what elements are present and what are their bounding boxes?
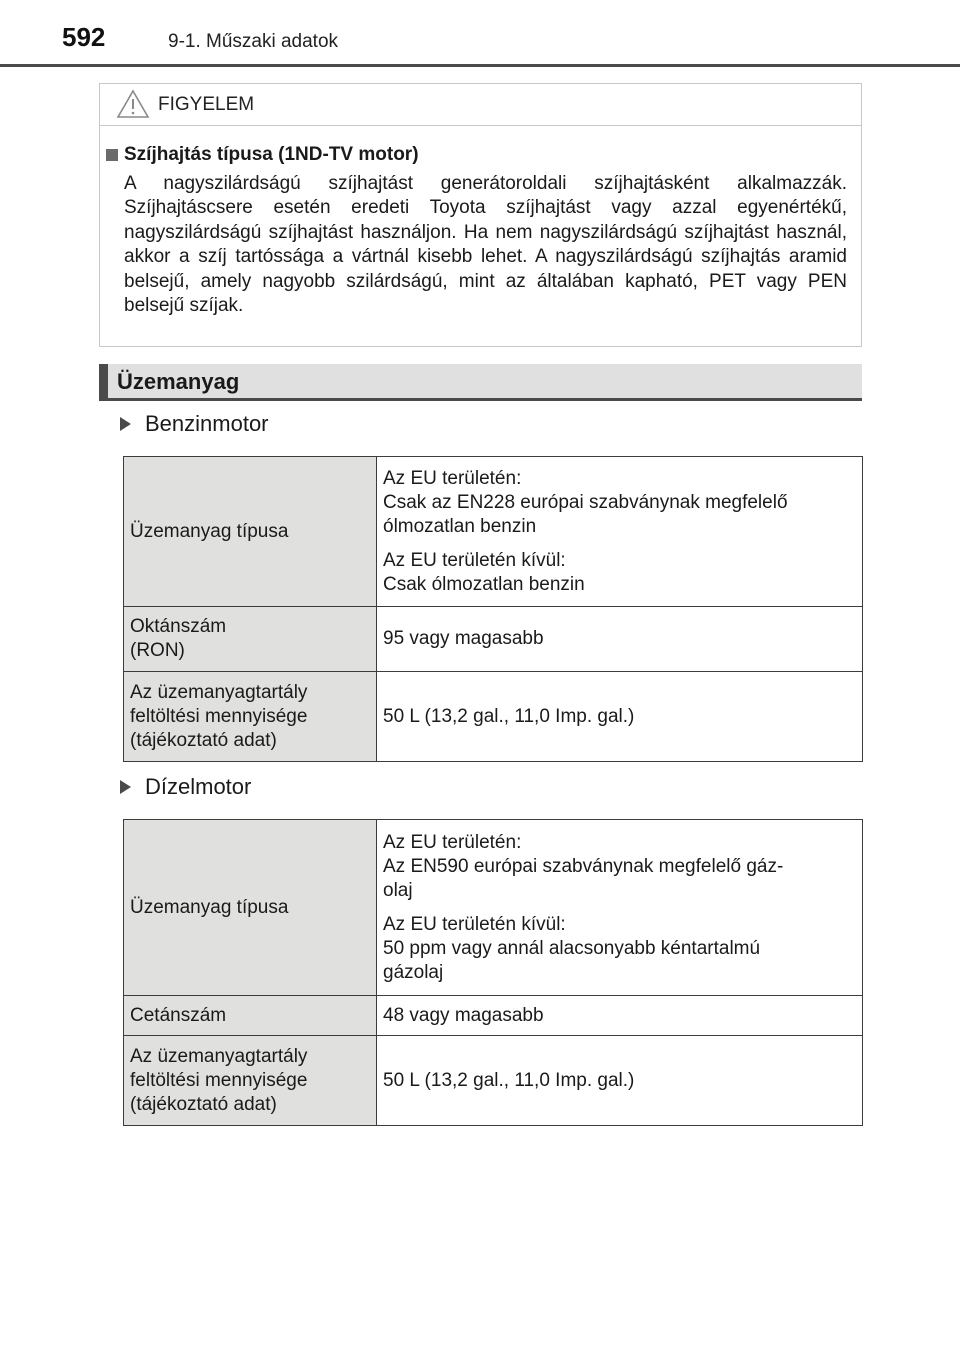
warning-subheading-text: Szíjhajtás típusa (1ND-TV motor) bbox=[124, 144, 419, 165]
eu-line: ólmozatlan benzin bbox=[383, 515, 537, 537]
tank-key-line: feltöltési mennyisége bbox=[130, 705, 308, 727]
eu-heading: Az EU területén: bbox=[383, 467, 522, 489]
non-eu-line: gázolaj bbox=[383, 961, 444, 983]
diesel-spec-table bbox=[123, 819, 863, 1126]
band-accent-bar bbox=[99, 364, 108, 398]
page-header bbox=[0, 0, 960, 68]
warning-subheading bbox=[106, 144, 419, 166]
section-band bbox=[99, 364, 862, 401]
non-eu-heading: Az EU területén kívül: bbox=[383, 549, 566, 571]
warning-header bbox=[100, 84, 861, 126]
triangle-bullet-icon bbox=[120, 417, 131, 431]
gasoline-spec-table bbox=[123, 456, 863, 762]
tank-key-line: feltöltési mennyisége bbox=[130, 1069, 308, 1091]
tank-key-line: (tájékoztató adat) bbox=[130, 729, 277, 751]
square-bullet-icon bbox=[106, 149, 118, 161]
octane-key-line: Oktánszám bbox=[130, 616, 227, 637]
fuel-type-key bbox=[124, 457, 377, 607]
tank-key-line: Az üzemanyagtartály bbox=[130, 1045, 308, 1067]
table-row bbox=[124, 1036, 863, 1126]
table-row bbox=[124, 672, 863, 762]
octane-key bbox=[124, 607, 377, 672]
warning-box bbox=[99, 83, 862, 347]
warning-title: FIGYELEM bbox=[158, 94, 255, 115]
cetane-key-line: Cetánszám bbox=[130, 1004, 227, 1026]
warning-body: A nagyszilárdságú szíjhajtást generátoroldali szíjhajtásként alkalmazzák. Szíjhajtáscsere esetén eredeti Toyota szíjhajtást vagy azzal egyenértékű, nagyszilárdságú szíjhajtást használjon. Ha nem nagyszilárdságú szíjhajtást használ, akkor a szíj tartóssága a vártnál kisebb lehet. A nagyszilárdságú szíjhajtás aramid belsejű, amely nagyobb szilárdságú, mint az általában kapható, PET vagy PEN belsejű szíjak. bbox=[124, 173, 847, 317]
fuel-type-key bbox=[124, 820, 377, 996]
non-eu-heading: Az EU területén kívül: bbox=[383, 913, 566, 935]
section-band-title: Üzemanyag bbox=[117, 369, 240, 394]
non-eu-line: 50 ppm vagy annál alacsonyabb kéntartalmú bbox=[383, 937, 761, 959]
gasoline-engine-label-text: Benzinmotor bbox=[145, 411, 269, 436]
warning-triangle-icon bbox=[116, 89, 150, 119]
tank-capacity-key bbox=[124, 1036, 377, 1126]
octane-key-line: (RON) bbox=[130, 640, 185, 661]
cetane-value: 48 vagy magasabb bbox=[377, 996, 863, 1036]
table-row bbox=[124, 457, 863, 607]
non-eu-line: Csak ólmozatlan benzin bbox=[383, 573, 585, 595]
gasoline-engine-label bbox=[120, 411, 269, 437]
fuel-type-key-text: Üzemanyag típusa bbox=[130, 520, 289, 542]
cetane-key bbox=[124, 996, 377, 1036]
tank-key-line: (tájékoztató adat) bbox=[130, 1093, 277, 1115]
eu-line: Csak az EN228 európai szabványnak megfelelő bbox=[383, 491, 788, 513]
fuel-type-value bbox=[377, 457, 863, 607]
octane-value: 95 vagy magasabb bbox=[377, 607, 863, 672]
triangle-bullet-icon bbox=[120, 780, 131, 794]
diesel-engine-label-text: Dízelmotor bbox=[145, 774, 252, 799]
tank-capacity-value: 50 L (13,2 gal., 11,0 Imp. gal.) bbox=[377, 672, 863, 762]
page-number: 592 bbox=[62, 22, 106, 52]
tank-capacity-value: 50 L (13,2 gal., 11,0 Imp. gal.) bbox=[377, 1036, 863, 1126]
eu-line: olaj bbox=[383, 879, 413, 901]
tank-capacity-key bbox=[124, 672, 377, 762]
fuel-type-value bbox=[377, 820, 863, 996]
header-divider bbox=[0, 64, 960, 67]
table-row bbox=[124, 996, 863, 1036]
tank-key-line: Az üzemanyagtartály bbox=[130, 681, 308, 703]
table-row bbox=[124, 820, 863, 996]
diesel-engine-label bbox=[120, 774, 251, 800]
section-title: 9-1. Műszaki adatok bbox=[168, 31, 339, 52]
table-row bbox=[124, 607, 863, 672]
eu-line: Az EN590 európai szabványnak megfelelő gáz- bbox=[383, 855, 784, 877]
eu-heading: Az EU területén: bbox=[383, 831, 522, 853]
fuel-type-key-text: Üzemanyag típusa bbox=[130, 896, 289, 918]
